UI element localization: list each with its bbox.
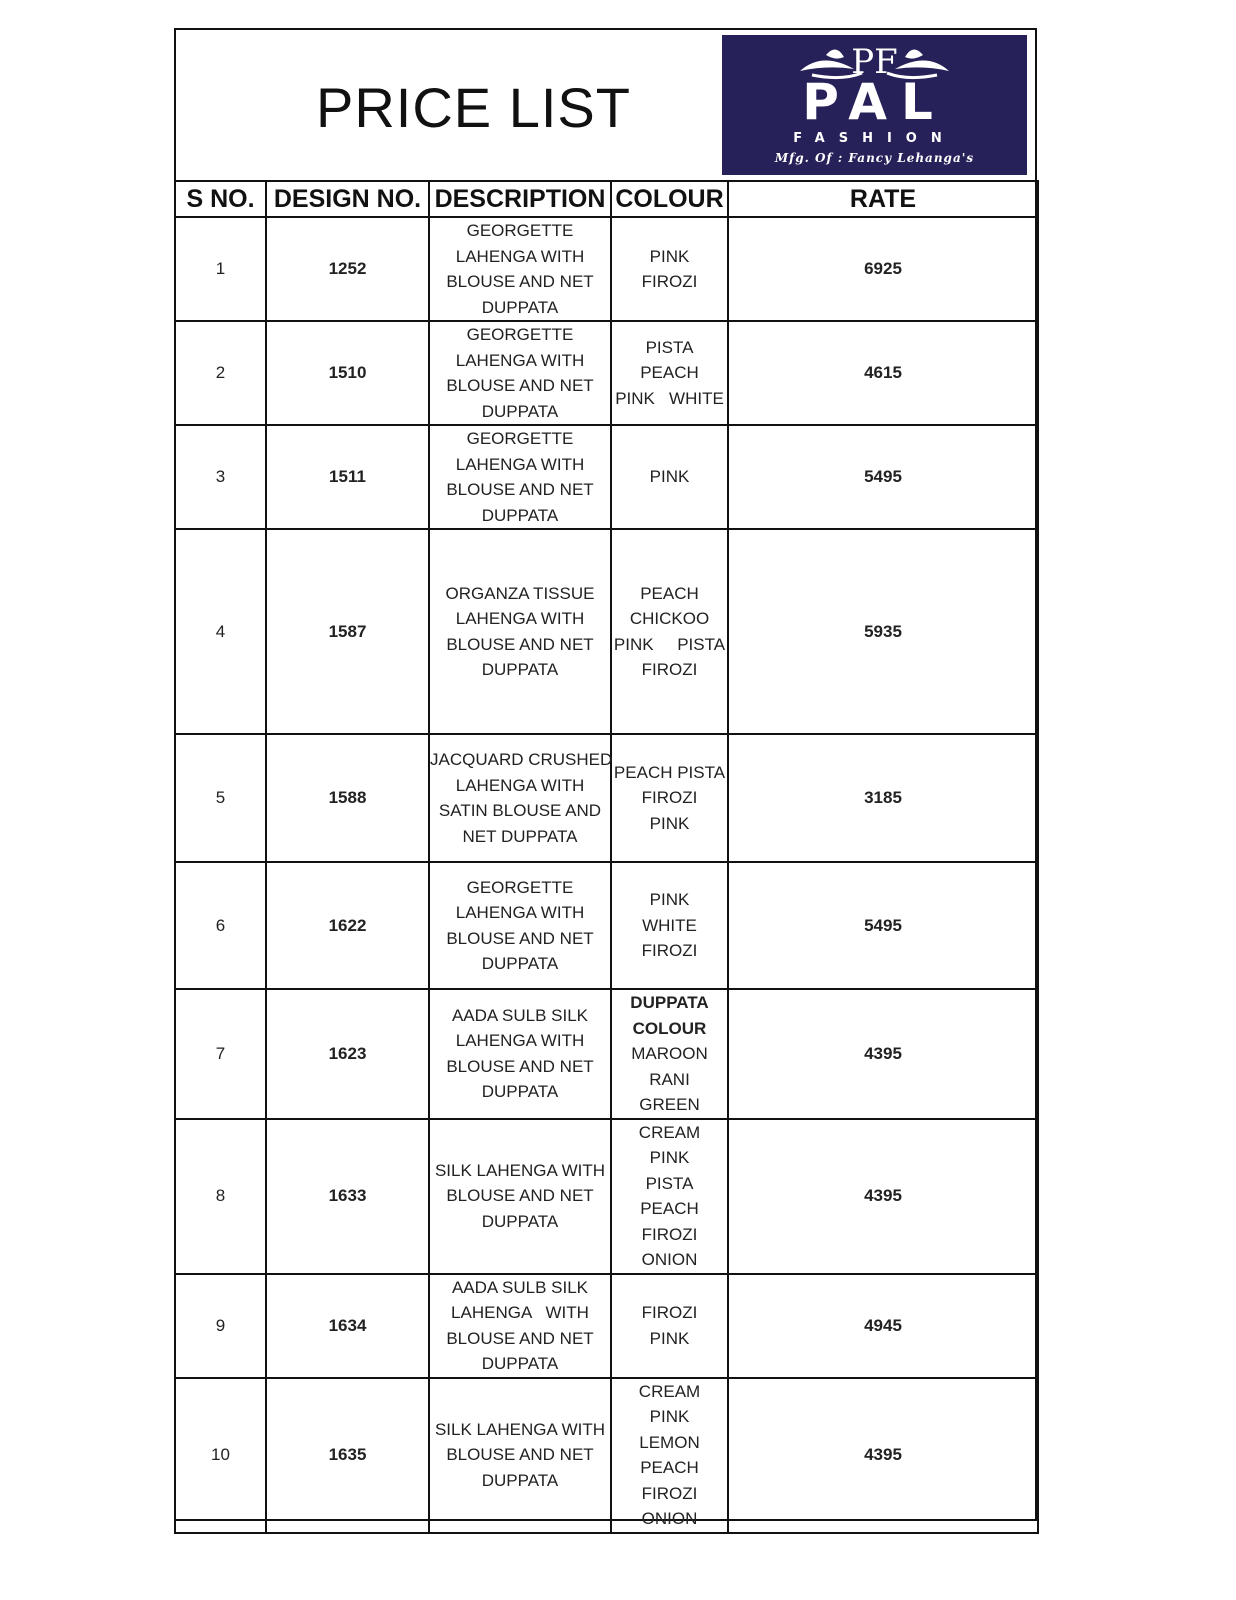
colour-option: CHICKOO: [629, 609, 710, 628]
colour-option: FIROZI: [641, 1224, 698, 1244]
cell-description: [429, 529, 611, 734]
cell-rate: 3185: [728, 734, 1038, 862]
colour-option: FIROZI: [641, 1303, 698, 1322]
description-line: JACQUARD CRUSHED: [430, 750, 613, 769]
cell-design-no: 1510: [266, 321, 429, 425]
cell-sno: 7: [175, 989, 266, 1119]
cell-description: [429, 321, 611, 425]
colour-option: PINK: [649, 1148, 690, 1167]
price-table: [174, 180, 1039, 1534]
colour-option: PINK: [649, 813, 690, 833]
table-row: [175, 862, 1038, 989]
description-line: GEORGETTE: [466, 429, 574, 448]
description-line: LAHENGA WITH: [451, 1303, 589, 1322]
colour-option: PINK: [649, 890, 690, 910]
cell-colour: [611, 529, 728, 734]
price-list-sheet: [174, 28, 1037, 1528]
colour-option: PEACH: [640, 1199, 699, 1218]
colour-option: PISTA: [645, 337, 694, 357]
cell-description: [429, 734, 611, 862]
description-line: LAHENGA WITH: [455, 454, 585, 474]
description-line: BLOUSE AND NET: [446, 1445, 594, 1465]
cell-rate: 4395: [728, 989, 1038, 1119]
table-row: [175, 1274, 1038, 1378]
cell-design-no: 1511: [266, 425, 429, 529]
cell-colour: [611, 862, 728, 989]
description-line: SILK LAHENGA WITH: [434, 1419, 606, 1439]
colour-option: PEACH: [640, 1458, 699, 1477]
cell-description: [429, 862, 611, 989]
description-line: LAHENGA WITH: [455, 903, 585, 922]
description-line: DUPPATA: [481, 1082, 559, 1102]
description-line: GEORGETTE: [466, 877, 574, 897]
table-row: [175, 425, 1038, 529]
cell-colour: [611, 989, 728, 1119]
description-line: LAHENGA WITH: [455, 775, 585, 795]
table-row: [175, 217, 1038, 321]
colour-option: FIROZI: [641, 1483, 698, 1503]
description-line: NET DUPPATA: [462, 826, 578, 846]
cell-colour: [611, 734, 728, 862]
description-line: LAHENGA WITH: [455, 1031, 585, 1051]
cell-colour: [611, 217, 728, 321]
page-title: PRICE LIST: [316, 76, 631, 139]
table-row: [175, 989, 1038, 1119]
cell-sno: 8: [175, 1119, 266, 1274]
description-line: LAHENGA WITH: [455, 246, 585, 266]
colour-option: ONION: [641, 1509, 698, 1528]
colour-option: PEACH: [640, 583, 699, 603]
cell-design-no: 1588: [266, 734, 429, 862]
colour-option: FIROZI: [641, 272, 698, 291]
description-line: DUPPATA: [481, 1211, 559, 1231]
colour-label: COLOUR: [632, 1018, 707, 1038]
cell-sno: 9: [175, 1274, 266, 1378]
colour-option: MAROON: [631, 1044, 708, 1063]
cell-rate: 4395: [728, 1378, 1038, 1533]
cell-sno: 4: [175, 529, 266, 734]
cell-sno: 10: [175, 1378, 266, 1533]
cell-sno: 1: [175, 217, 266, 321]
cell-colour: [611, 1274, 728, 1378]
cell-rate: 6925: [728, 217, 1038, 321]
cell-sno: 2: [175, 321, 266, 425]
description-line: BLOUSE AND NET: [446, 634, 594, 654]
logo-tagline: Mfg. Of : Fancy Lehanga's: [774, 151, 975, 165]
cell-design-no: 1587: [266, 529, 429, 734]
colour-option: RANI: [649, 1069, 690, 1089]
description-line: LAHENGA WITH: [455, 350, 585, 370]
cell-rate: 5495: [728, 862, 1038, 989]
description-line: BLOUSE AND NET: [446, 1056, 594, 1076]
colour-option: PINK: [649, 467, 690, 487]
colour-option: ONION: [641, 1250, 698, 1269]
description-line: SATIN BLOUSE AND: [438, 801, 602, 820]
cell-colour: [611, 321, 728, 425]
description-line: DUPPATA: [481, 505, 559, 525]
table-row: [175, 1119, 1038, 1274]
description-line: BLOUSE AND NET: [446, 376, 594, 395]
colour-option: PINK: [649, 1407, 690, 1426]
colour-option: PEACH PISTA: [613, 762, 726, 782]
description-line: BLOUSE AND NET: [446, 272, 594, 291]
cell-description: [429, 1119, 611, 1274]
description-line: ORGANZA TISSUE: [445, 583, 595, 603]
cell-description: [429, 1274, 611, 1378]
description-line: DUPPATA: [481, 401, 559, 421]
column-header-rate: RATE: [728, 181, 1038, 217]
cell-design-no: 1252: [266, 217, 429, 321]
colour-option: PINK PISTA: [613, 634, 726, 654]
colour-option: FIROZI: [641, 941, 698, 961]
logo-subtitle: FASHION: [793, 131, 956, 146]
cell-description: [429, 425, 611, 529]
description-line: DUPPATA: [481, 660, 559, 679]
description-line: BLOUSE AND NET: [446, 480, 594, 499]
table-body: [175, 217, 1038, 1533]
table-row: [175, 529, 1038, 734]
colour-option: CREAM: [638, 1122, 701, 1142]
cell-design-no: 1622: [266, 862, 429, 989]
logo-monogram: PF: [851, 42, 898, 81]
cell-colour: [611, 1378, 728, 1533]
description-line: AADA SULB SILK: [451, 1005, 589, 1025]
cell-design-no: 1633: [266, 1119, 429, 1274]
table-header-row: [175, 181, 1038, 217]
column-header-sno: S NO.: [175, 181, 266, 217]
colour-option: CREAM: [638, 1381, 701, 1401]
colour-option: GREEN: [639, 1095, 700, 1114]
table-row: [175, 1378, 1038, 1533]
cell-sno: 5: [175, 734, 266, 862]
description-line: DUPPATA: [481, 297, 559, 317]
cell-design-no: 1623: [266, 989, 429, 1119]
cell-rate: 4395: [728, 1119, 1038, 1274]
description-line: BLOUSE AND NET: [446, 1186, 594, 1206]
description-line: LAHENGA WITH: [455, 609, 585, 628]
column-header-colour: COLOUR: [611, 181, 728, 217]
colour-label: DUPPATA: [630, 993, 709, 1012]
description-line: GEORGETTE: [466, 325, 574, 344]
cell-rate: 5935: [728, 529, 1038, 734]
cell-colour: [611, 425, 728, 529]
cell-design-no: 1635: [266, 1378, 429, 1533]
colour-option: WHITE: [642, 915, 697, 935]
cell-colour: [611, 1119, 728, 1274]
table-row: [175, 734, 1038, 862]
colour-option: LEMON: [639, 1432, 700, 1452]
description-line: BLOUSE AND NET: [446, 1328, 594, 1348]
cell-sno: 6: [175, 862, 266, 989]
colour-option: PINK WHITE: [615, 388, 724, 408]
cell-description: [429, 989, 611, 1119]
cell-rate: 4615: [728, 321, 1038, 425]
description-line: DUPPATA: [481, 954, 559, 973]
description-line: GEORGETTE: [466, 221, 574, 240]
description-line: DUPPATA: [481, 1470, 559, 1490]
cell-description: [429, 217, 611, 321]
title-box: [176, 30, 1035, 182]
colour-option: PISTA: [645, 1173, 694, 1193]
cell-rate: 5495: [728, 425, 1038, 529]
column-header-design-no: DESIGN NO.: [266, 181, 429, 217]
cell-design-no: 1634: [266, 1274, 429, 1378]
colour-option: FIROZI: [641, 660, 698, 679]
brand-logo: [722, 35, 1027, 175]
description-line: SILK LAHENGA WITH: [434, 1160, 606, 1180]
logo-brand-name: PAL: [802, 73, 947, 131]
description-line: DUPPATA: [481, 1354, 559, 1373]
column-header-description: DESCRIPTION: [429, 181, 611, 217]
colour-option: PINK: [649, 246, 690, 266]
description-line: BLOUSE AND NET: [446, 928, 594, 948]
colour-option: PINK: [649, 1328, 690, 1348]
description-line: AADA SULB SILK: [451, 1277, 589, 1297]
colour-option: FIROZI: [641, 788, 698, 808]
cell-rate: 4945: [728, 1274, 1038, 1378]
table-row: [175, 321, 1038, 425]
cell-sno: 3: [175, 425, 266, 529]
cell-description: [429, 1378, 611, 1533]
colour-option: PEACH: [640, 363, 699, 383]
